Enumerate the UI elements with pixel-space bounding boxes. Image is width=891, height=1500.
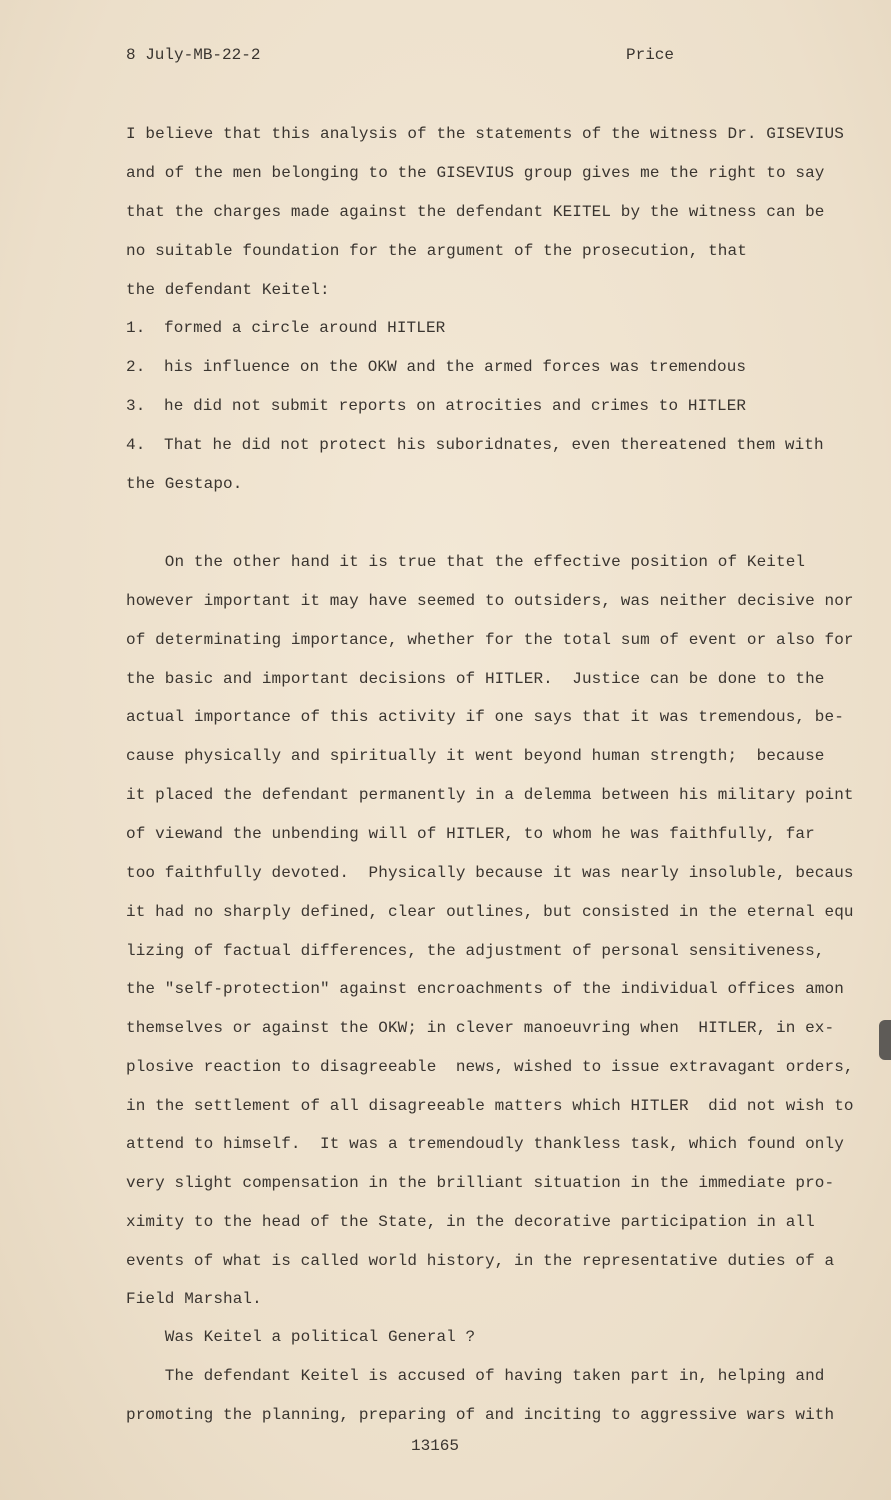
paragraph-line: themselves or against the OKW; in clever manoeuvring when HITLER, in ex- bbox=[126, 1019, 835, 1037]
paragraph-line: too faithfully devoted. Physically because it was nearly insoluble, becaus bbox=[126, 864, 854, 882]
list-tail: the Gestapo. bbox=[126, 475, 243, 493]
speaker-name: Price bbox=[626, 46, 675, 64]
paragraph-line: plosive reaction to disagreeable news, wished to issue extravagant orders, bbox=[126, 1058, 854, 1076]
paragraph-line: in the settlement of all disagreeable matters which HITLER did not wish to bbox=[126, 1097, 854, 1115]
paragraph-line: On the other hand it is true that the effective position of Keitel bbox=[126, 553, 806, 571]
list-text: his influence on the OKW and the armed forces was tremendous bbox=[164, 358, 747, 376]
list-text: That he did not protect his suboridnates, even thereatened them with bbox=[164, 436, 824, 454]
paragraph-line: lizing of factual differences, the adjustment of personal sensitiveness, bbox=[126, 942, 825, 960]
paragraph-line: attend to himself. It was a tremendoudly thankless task, which found only bbox=[126, 1135, 844, 1153]
page-number: 13165 bbox=[411, 1437, 460, 1455]
paragraph-line: cause physically and spiritually it went beyond human strength; because bbox=[126, 747, 825, 765]
list-item bbox=[126, 357, 856, 377]
paragraph-line: no suitable foundation for the argument of the prosecution, that bbox=[126, 242, 747, 260]
paragraph-line: of determinating importance, whether for the total sum of event or also for bbox=[126, 631, 854, 649]
paragraph-line: very slight compensation in the brilliant situation in the immediate pro- bbox=[126, 1174, 835, 1192]
list-number: 2. bbox=[126, 358, 146, 376]
section-question: Was Keitel a political General ? bbox=[126, 1328, 476, 1346]
paragraph-line: and of the men belonging to the GISEVIUS group gives me the right to say bbox=[126, 164, 825, 182]
paragraph-line: the "self-protection" against encroachments of the individual offices amon bbox=[126, 980, 844, 998]
paragraph-line: the defendant Keitel: bbox=[126, 281, 330, 299]
paragraph-line: it placed the defendant permanently in a delemma between his military point bbox=[126, 786, 854, 804]
list-item bbox=[126, 318, 856, 338]
paragraph-line: Field Marshal. bbox=[126, 1290, 262, 1308]
paragraph-line: ximity to the head of the State, in the decorative participation in all bbox=[126, 1213, 815, 1231]
list-text: he did not submit reports on atrocities and crimes to HITLER bbox=[164, 397, 747, 415]
paragraph-line: of viewand the unbending will of HITLER, to whom he was faithfully, far bbox=[126, 825, 815, 843]
paragraph-line: events of what is called world history, in the representative duties of a bbox=[126, 1252, 835, 1270]
list-number: 1. bbox=[126, 319, 146, 337]
binding-clip-mark bbox=[879, 1020, 891, 1060]
list-number: 4. bbox=[126, 436, 146, 454]
paragraph-line: however important it may have seemed to outsiders, was neither decisive nor bbox=[126, 592, 854, 610]
paragraph-line: actual importance of this activity if one says that it was tremendous, be- bbox=[126, 708, 844, 726]
list-number: 3. bbox=[126, 397, 146, 415]
paragraph-line: promoting the planning, preparing of and inciting to aggressive wars with bbox=[126, 1406, 835, 1424]
list-text: formed a circle around HITLER bbox=[164, 319, 446, 337]
paragraph-line: The defendant Keitel is accused of having taken part in, helping and bbox=[126, 1367, 825, 1385]
paragraph-line: that the charges made against the defendant KEITEL by the witness can be bbox=[126, 203, 825, 221]
paragraph-line: it had no sharply defined, clear outlines, but consisted in the eternal equ bbox=[126, 903, 854, 921]
paragraph-line: the basic and important decisions of HITLER. Justice can be done to the bbox=[126, 670, 825, 688]
list-item bbox=[126, 396, 856, 416]
list-item bbox=[126, 435, 856, 455]
document-reference: 8 July-MB-22-2 bbox=[126, 46, 261, 64]
paragraph-line: I believe that this analysis of the statements of the witness Dr. GISEVIUS bbox=[126, 125, 844, 143]
